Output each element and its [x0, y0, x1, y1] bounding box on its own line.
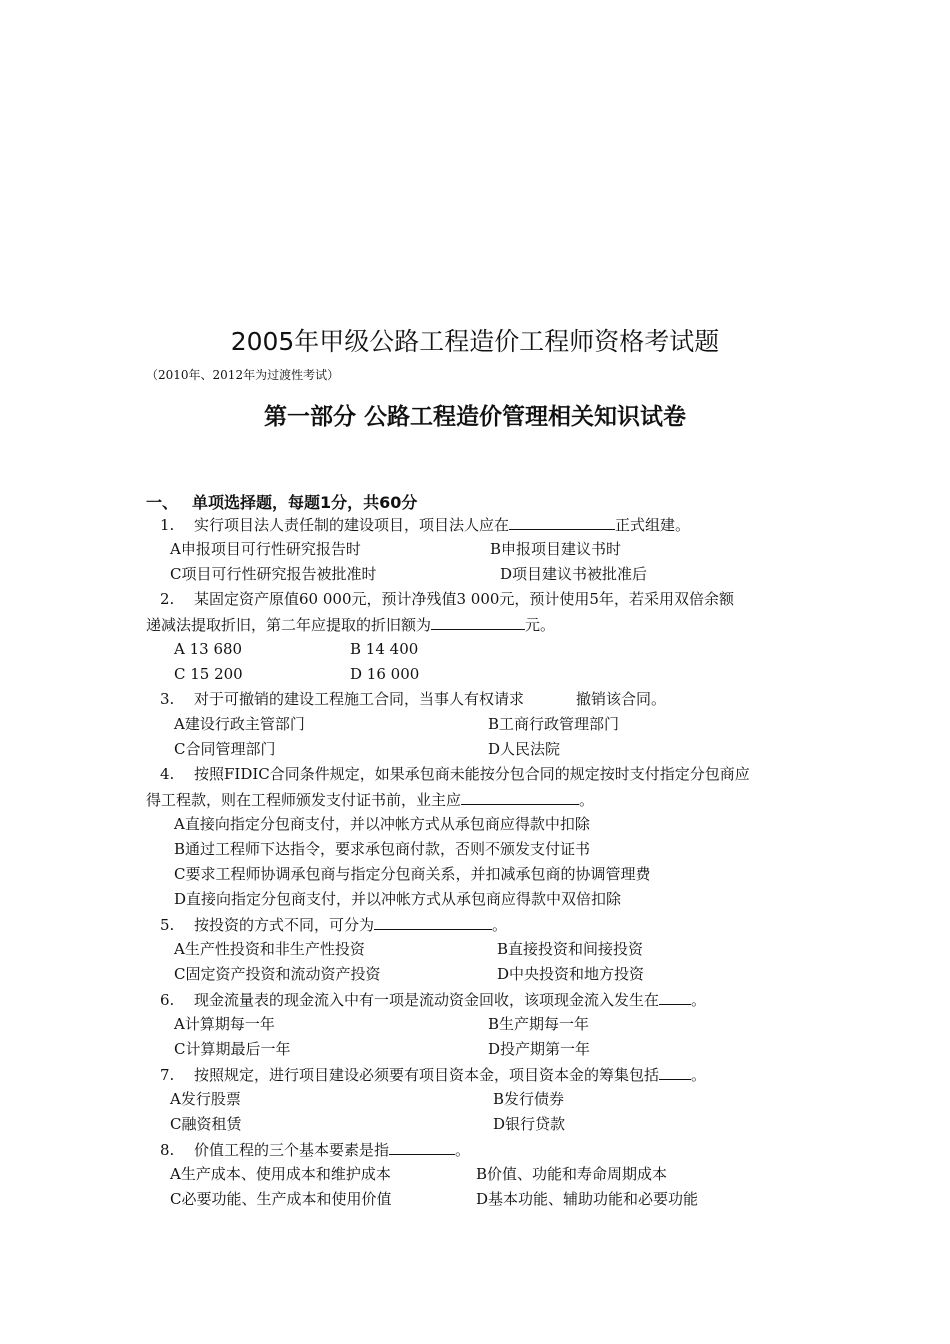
answer-blank: [659, 989, 691, 1005]
question-text: 价值工程的三个基本要素是指: [194, 1141, 390, 1159]
question-2-stem: [160, 589, 734, 609]
question-number: 8.: [160, 1141, 175, 1159]
option-c: C要求工程师协调承包商与指定分包商关系，并扣减承包商的协调管理费: [174, 865, 651, 883]
option-c: C合同管理部门: [174, 740, 276, 758]
question-number: 3.: [160, 690, 175, 708]
answer-blank: [524, 689, 576, 704]
question-text: 。: [455, 1141, 471, 1159]
question-5-stem: [160, 914, 507, 935]
exam-title: 2005年甲级公路工程造价工程师资格考试题: [230, 327, 720, 356]
question-text: 按投资的方式不同，可分为: [194, 916, 375, 934]
section-heading-text: 单项选择题，每题1分，共60分: [192, 493, 418, 512]
option-c: C必要功能、生产成本和使用价值: [170, 1190, 392, 1208]
option-c: C项目可行性研究报告被批准时: [170, 565, 377, 583]
exam-subtitle: （2010年、2012年为过渡性考试）: [146, 368, 340, 382]
option-c: C计算期最后一年: [174, 1040, 291, 1058]
option-b: B申报项目建议书时: [490, 540, 622, 558]
question-4-stem: [160, 764, 750, 784]
question-7-stem: [160, 1064, 706, 1085]
option-a: A建设行政主管部门: [174, 715, 305, 733]
option-a: A生产性投资和非生产性投资: [174, 940, 365, 958]
option-b: B 14 400: [350, 640, 419, 658]
option-d: D中央投资和地方投资: [497, 965, 645, 983]
question-text: 。: [492, 916, 508, 934]
option-c: C 15 200: [174, 665, 243, 683]
question-number: 2.: [160, 590, 175, 608]
option-b: B直接投资和间接投资: [497, 940, 644, 958]
option-d: D项目建议书被批准后: [500, 565, 648, 583]
question-text: 。: [691, 991, 707, 1009]
question-number: 4.: [160, 765, 175, 783]
question-text: 实行项目法人责任制的建设项目，项目法人应在: [194, 516, 510, 534]
option-c: C融资租赁: [170, 1115, 242, 1133]
option-d: D投产期第一年: [488, 1040, 591, 1058]
question-text: 正式组建。: [615, 516, 691, 534]
section-heading: [146, 490, 417, 513]
question-1-stem: [160, 514, 690, 535]
option-a: A发行股票: [170, 1090, 241, 1108]
question-number: 1.: [160, 516, 175, 534]
question-4-stem-cont: [146, 789, 594, 810]
question-text: 按照FIDIC合同条件规定，如果承包商未能按分包合同的规定按时支付指定分包商应: [194, 765, 750, 783]
answer-blank: [431, 614, 525, 630]
question-text: 撤销该合同。: [576, 690, 667, 708]
option-d: D基本功能、辅助功能和必要功能: [476, 1190, 699, 1208]
answer-blank: [461, 789, 579, 805]
question-number: 5.: [160, 916, 175, 934]
question-2-stem-cont: [146, 614, 555, 635]
question-text: 按照规定，进行项目建设必须要有项目资本金，项目资本金的筹集包括: [194, 1066, 660, 1084]
question-text: 递减法提取折旧，第二年应提取的折旧额为: [146, 616, 432, 634]
question-text: 元。: [525, 616, 556, 634]
option-b: B工商行政管理部门: [488, 715, 620, 733]
option-a: A计算期每一年: [174, 1015, 275, 1033]
question-text: 。: [579, 791, 595, 809]
section-number: 一、: [146, 493, 179, 512]
question-number: 6.: [160, 991, 175, 1009]
question-6-stem: [160, 989, 706, 1010]
option-d: D 16 000: [350, 665, 420, 683]
question-text: 现金流量表的现金流入中有一项是流动资金回收，该项现金流入发生在: [194, 991, 660, 1009]
part-title: 第一部分 公路工程造价管理相关知识试卷: [263, 404, 686, 430]
question-text: 得工程款，则在工程师颁发支付证书前，业主应: [146, 791, 462, 809]
option-b: B发行债券: [493, 1090, 565, 1108]
option-b: B生产期每一年: [488, 1015, 590, 1033]
question-text: 某固定资产原值60 000元，预计净残值3 000元，预计使用5年，若采用双倍余额: [194, 590, 734, 608]
option-c: C固定资产投资和流动资产投资: [174, 965, 381, 983]
answer-blank: [509, 514, 615, 530]
option-a: A申报项目可行性研究报告时: [170, 540, 361, 558]
answer-blank: [389, 1139, 455, 1155]
option-a: A直接向指定分包商支付，并以冲帐方式从承包商应得款中扣除: [174, 815, 590, 833]
option-b: B通过工程师下达指令，要求承包商付款，否则不颁发支付证书: [174, 840, 591, 858]
question-3-stem: [160, 689, 666, 709]
question-text: 对于可撤销的建设工程施工合同，当事人有权请求: [194, 690, 525, 708]
answer-blank: [659, 1064, 691, 1080]
option-d: D银行贷款: [493, 1115, 566, 1133]
answer-blank: [374, 914, 492, 930]
option-b: B价值、功能和寿命周期成本: [476, 1165, 668, 1183]
question-number: 7.: [160, 1066, 175, 1084]
question-8-stem: [160, 1139, 470, 1160]
option-d: D直接向指定分包商支付，并以冲帐方式从承包商应得款中双倍扣除: [174, 890, 622, 908]
option-a: A生产成本、使用成本和维护成本: [170, 1165, 391, 1183]
question-text: 。: [691, 1066, 707, 1084]
option-d: D人民法院: [488, 740, 561, 758]
option-a: A 13 680: [174, 640, 243, 658]
